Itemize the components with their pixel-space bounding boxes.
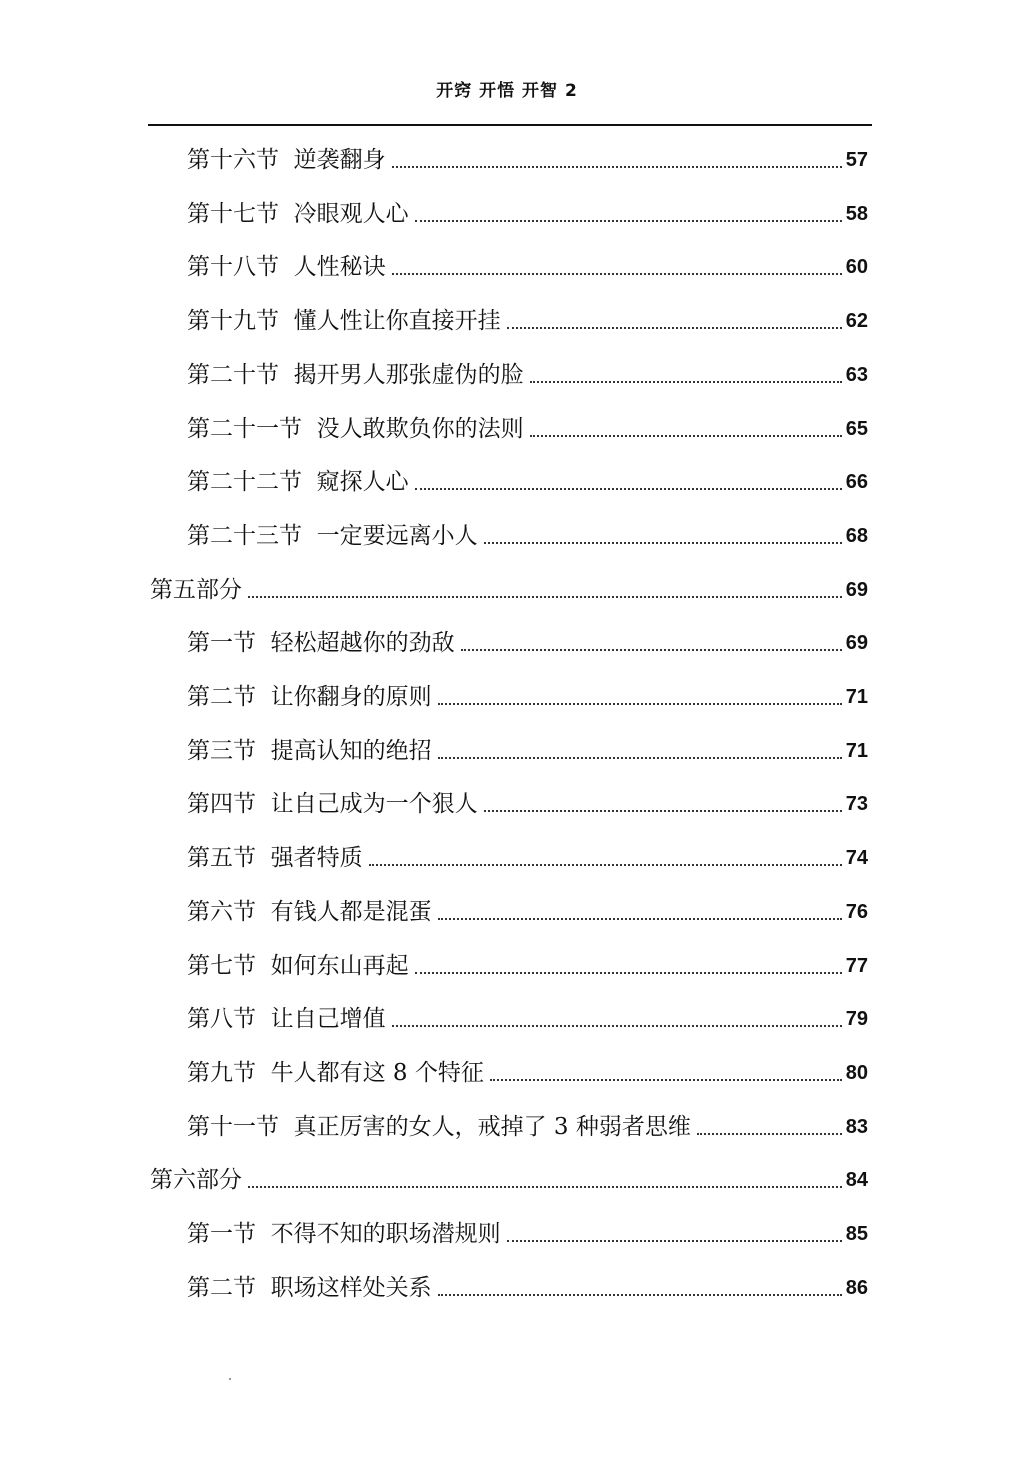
toc-entry[interactable] <box>187 346 868 390</box>
toc-entry[interactable] <box>187 453 868 497</box>
toc-entry[interactable] <box>187 1205 868 1249</box>
toc-entry-title: 第二十节 揭开男人那张虚伪的脸 <box>187 361 524 388</box>
toc-entry-title: 第二十二节 窥探人心 <box>187 469 409 496</box>
toc-entry-page: 73 <box>845 793 868 816</box>
toc-entry-page: 66 <box>845 471 868 494</box>
toc-entry-title: 第十一节 真正厉害的女人，戒掉了 3 种弱者思维 <box>187 1113 691 1140</box>
dot-leader <box>248 1186 842 1188</box>
toc-entry-title: 第二节 职场这样处关系 <box>187 1274 432 1301</box>
dot-leader <box>530 435 842 437</box>
toc-entry-page: 76 <box>845 900 868 923</box>
dot-leader <box>415 488 842 490</box>
toc-entry-page: 69 <box>845 632 868 655</box>
toc-entry-title: 第二十三节 一定要远离小人 <box>187 522 478 549</box>
toc-entry[interactable] <box>187 614 868 658</box>
toc-entry-title: 第十六节 逆袭翻身 <box>187 147 386 173</box>
toc-entry-title: 第十七节 冷眼观人心 <box>187 200 409 227</box>
dot-leader <box>484 810 842 812</box>
toc-entry-page: 85 <box>845 1223 868 1245</box>
scan-speck <box>229 1378 231 1380</box>
dot-leader <box>369 864 842 866</box>
toc-entry[interactable] <box>187 131 868 175</box>
toc-entry-page: 77 <box>845 954 868 977</box>
toc-entry-page: 62 <box>845 310 868 333</box>
toc-entry-title: 第七节 如何东山再起 <box>187 952 409 979</box>
toc-part-entry[interactable] <box>150 1151 868 1195</box>
toc-entry-title: 第三节 提高认知的绝招 <box>187 737 432 764</box>
toc-entry-page: 74 <box>845 847 868 870</box>
dot-leader <box>392 273 842 275</box>
toc-entry-page: 63 <box>845 363 868 386</box>
toc-entry-page: 71 <box>845 686 868 708</box>
dot-leader <box>484 542 842 544</box>
toc-entry-title: 第二节 让你翻身的原则 <box>187 684 432 710</box>
toc-entry-title: 第十八节 人性秘诀 <box>187 254 386 281</box>
toc-entry-title: 第四节 让自己成为一个狠人 <box>187 791 478 818</box>
dot-leader <box>415 972 842 974</box>
dot-leader <box>507 1240 842 1242</box>
toc-entry-page: 80 <box>845 1061 868 1084</box>
dot-leader <box>248 596 842 598</box>
toc-entry[interactable] <box>187 507 868 551</box>
dot-leader <box>530 381 842 383</box>
toc-entry[interactable] <box>187 238 868 282</box>
toc-entry[interactable] <box>187 722 868 766</box>
toc-entry-title: 第五部分 <box>150 576 242 603</box>
toc-entry-page: 65 <box>845 417 868 440</box>
toc-entry[interactable] <box>187 1259 868 1303</box>
dot-leader <box>438 918 842 920</box>
toc-entry-title: 第六节 有钱人都是混蛋 <box>187 898 432 925</box>
dot-leader <box>438 757 842 759</box>
toc-entry-page: 79 <box>845 1008 868 1031</box>
toc-entry-page: 71 <box>845 739 868 762</box>
dot-leader <box>490 1079 842 1081</box>
toc-entry-page: 84 <box>845 1169 868 1192</box>
toc-entry[interactable] <box>187 990 868 1034</box>
dot-leader <box>392 1025 842 1027</box>
toc-entry[interactable] <box>187 292 868 336</box>
dot-leader <box>438 703 842 705</box>
dot-leader <box>392 166 842 168</box>
toc-entry[interactable] <box>187 775 868 819</box>
dot-leader <box>438 1294 842 1296</box>
toc-entry[interactable] <box>187 829 868 873</box>
toc-entry-page: 60 <box>845 256 868 279</box>
toc-entry-page: 86 <box>845 1276 868 1299</box>
toc-entry-page: 69 <box>845 578 868 601</box>
toc-entry[interactable] <box>187 668 868 712</box>
toc-entry-title: 第一节 轻松超越你的劲敌 <box>187 630 455 657</box>
toc-entry-title: 第六部分 <box>150 1167 242 1194</box>
toc-entry-title: 第五节 强者特质 <box>187 845 363 872</box>
header-rule <box>148 124 872 126</box>
toc-entry-title: 第二十一节 没人敢欺负你的法则 <box>187 415 524 442</box>
dot-leader <box>461 649 842 651</box>
toc-entry-page: 57 <box>845 149 868 171</box>
dot-leader <box>697 1133 842 1135</box>
toc-entry[interactable] <box>187 1098 868 1142</box>
toc-part-entry[interactable] <box>150 561 868 605</box>
toc-entry[interactable] <box>187 937 868 981</box>
toc-entry[interactable] <box>187 185 868 229</box>
toc-entry-page: 83 <box>845 1115 868 1138</box>
toc-entry[interactable] <box>187 883 868 927</box>
toc-entry-title: 第十九节 懂人性让你直接开挂 <box>187 308 501 335</box>
dot-leader <box>507 327 842 329</box>
toc-entry-title: 第九节 牛人都有这 8 个特征 <box>187 1059 484 1086</box>
dot-leader <box>415 220 842 222</box>
toc-entry-page: 68 <box>845 524 868 547</box>
toc-entry[interactable] <box>187 400 868 444</box>
toc-entry[interactable] <box>187 1044 868 1088</box>
toc-entry-title: 第八节 让自己增值 <box>187 1006 386 1033</box>
toc-entry-page: 58 <box>845 202 868 225</box>
running-header: 开窍 开悟 开智 2 <box>436 81 578 101</box>
toc-entry-title: 第一节 不得不知的职场潜规则 <box>187 1221 501 1247</box>
